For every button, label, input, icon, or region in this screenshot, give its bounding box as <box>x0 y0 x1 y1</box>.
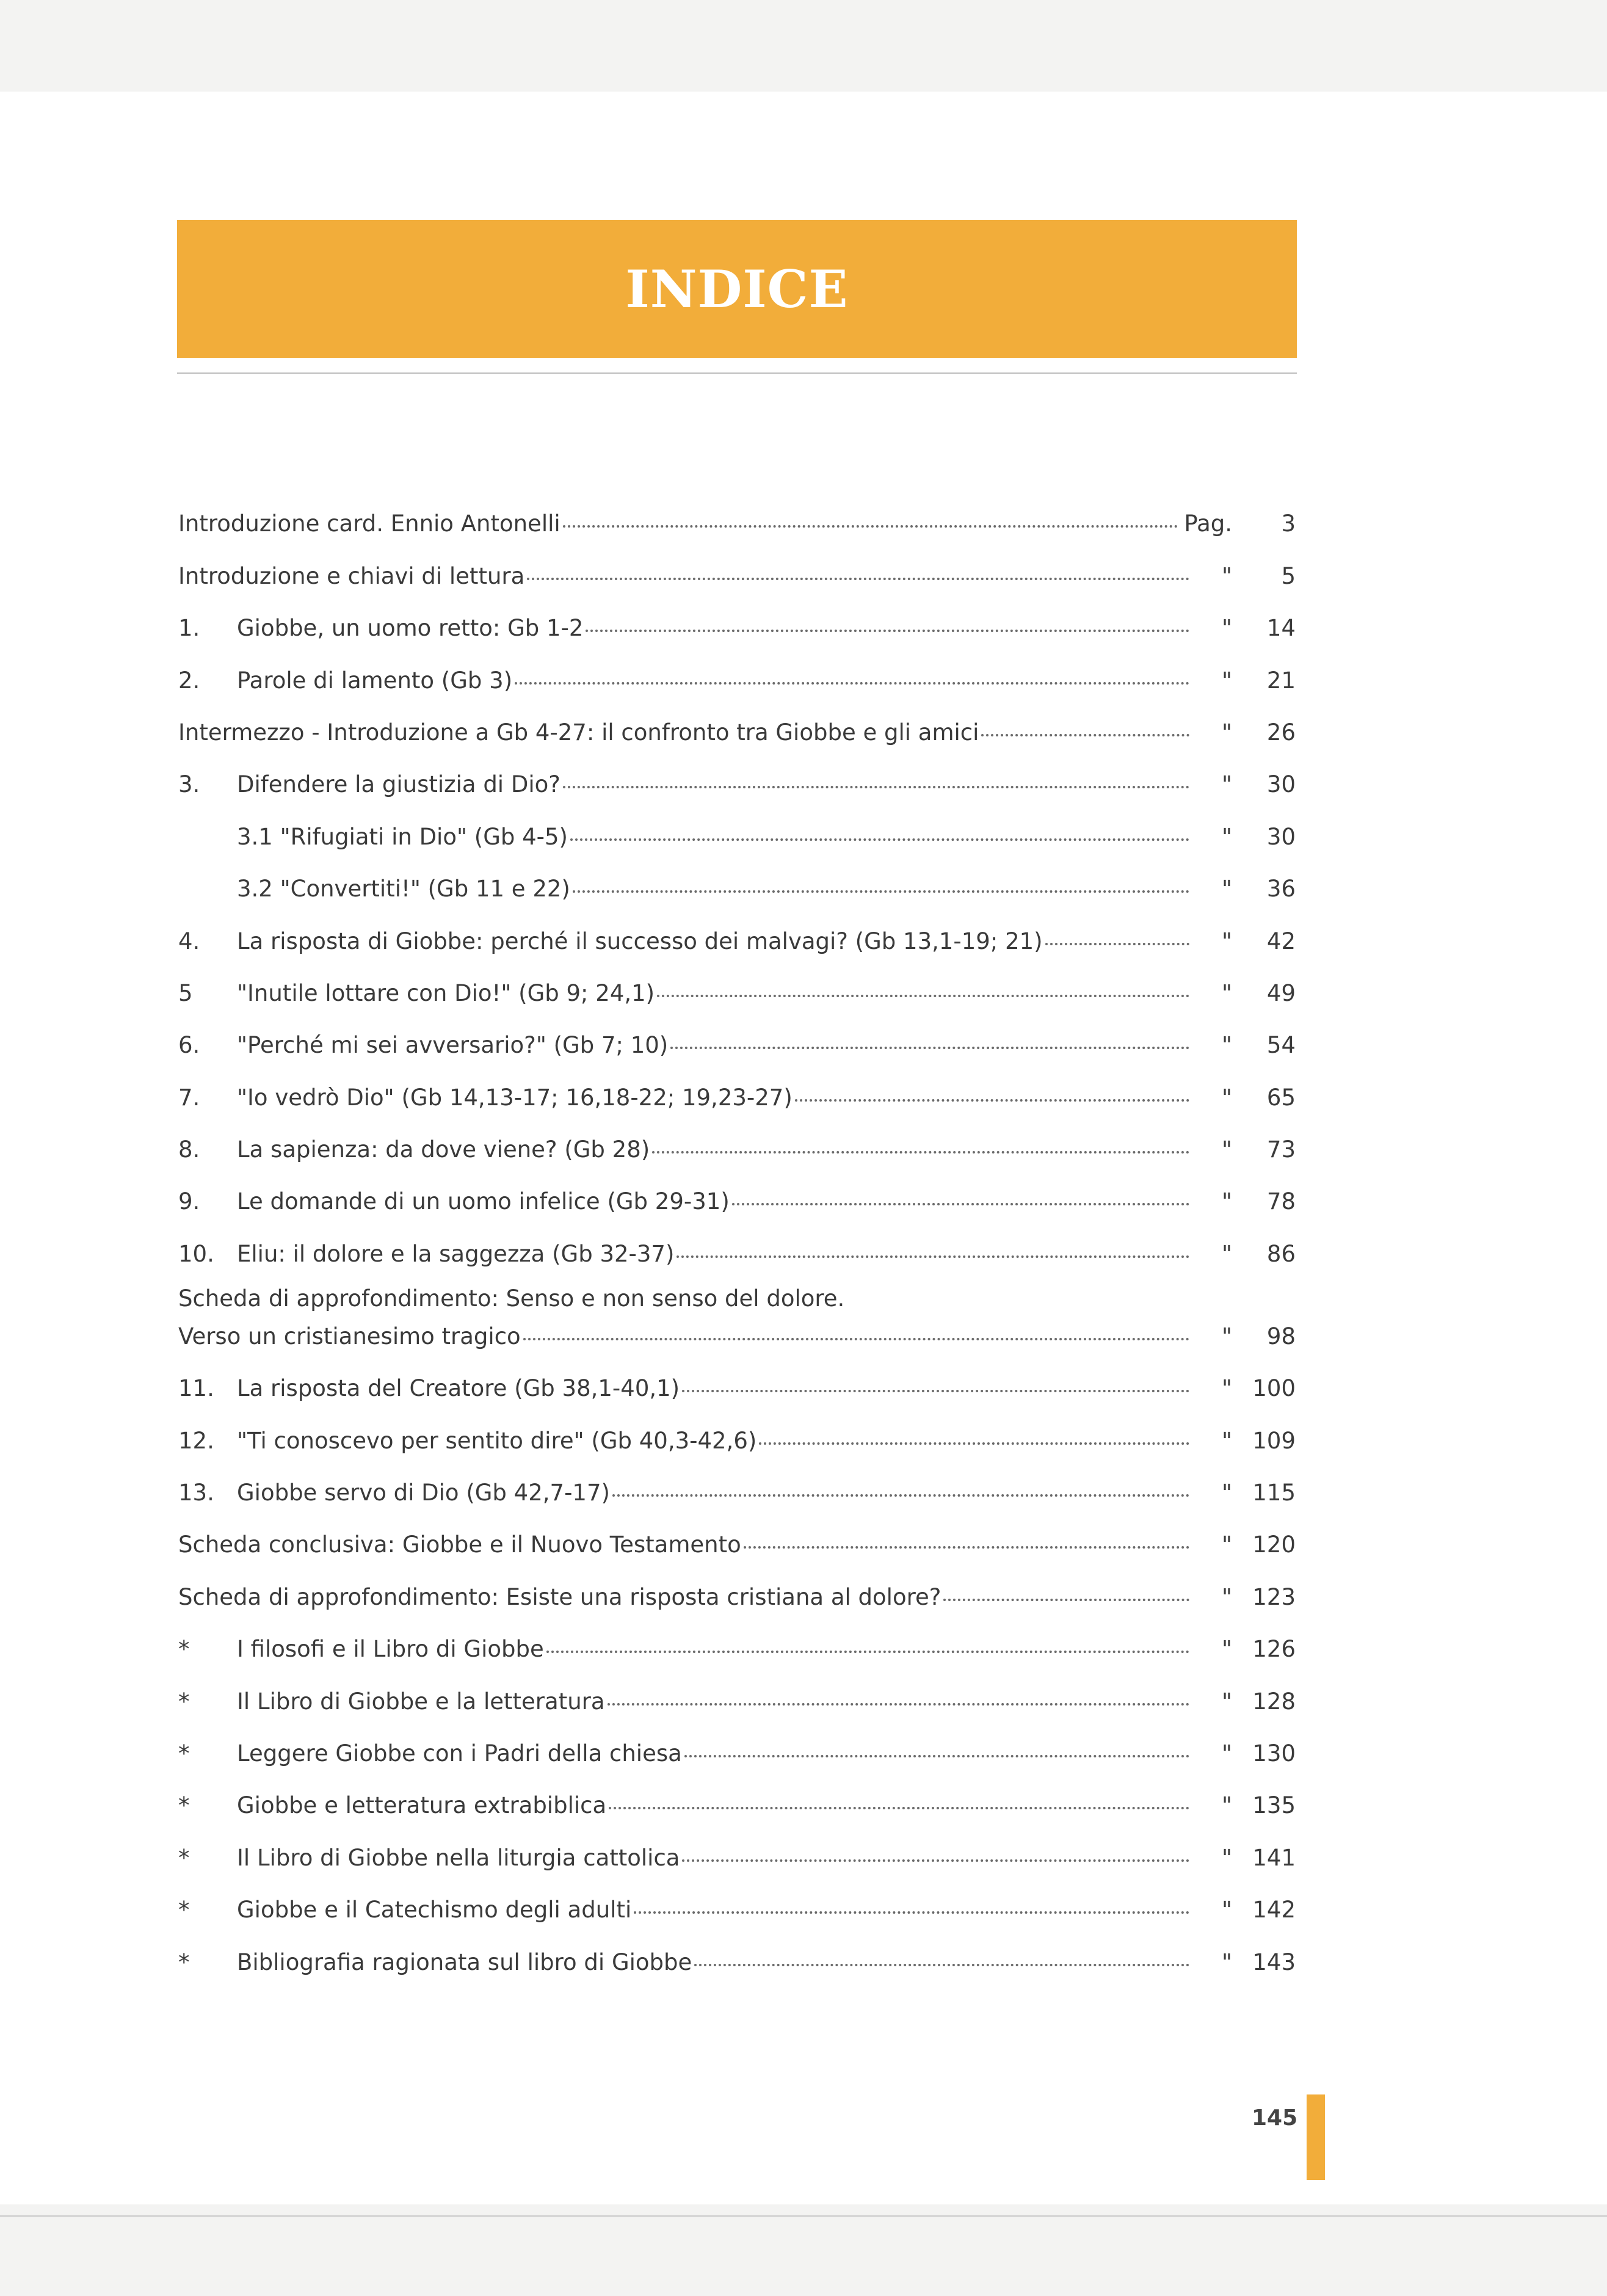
toc-entry-label: La sapienza: da dove viene? (Gb 28) <box>237 1136 650 1163</box>
toc-entry <box>178 606 1296 658</box>
dot-leader <box>657 995 1189 997</box>
toc-entry-page: 135 <box>1252 1792 1296 1819</box>
toc-entry-label: Le domande di un uomo infelice (Gb 29-31) <box>237 1188 730 1215</box>
toc-entry-page: 5 <box>1281 562 1296 589</box>
toc-entry-page: 86 <box>1266 1240 1296 1267</box>
toc-entry-ditto: " <box>1221 1323 1232 1350</box>
toc-entry-page: 130 <box>1252 1740 1296 1767</box>
toc-entry-number: 10. <box>178 1240 214 1267</box>
toc-entry-label: La risposta del Creatore (Gb 38,1-40,1) <box>237 1375 680 1402</box>
toc-entry-ditto: " <box>1221 1949 1232 1975</box>
page-title: INDICE <box>625 258 849 319</box>
dot-leader <box>634 1911 1189 1914</box>
dot-leader <box>684 1755 1189 1757</box>
toc-entry-number: * <box>178 1636 190 1663</box>
toc-entry-ditto: " <box>1221 562 1232 589</box>
toc-entry-ditto: " <box>1221 1688 1232 1715</box>
dot-leader <box>1045 943 1189 945</box>
toc-entry <box>178 867 1296 919</box>
toc-entry <box>178 1023 1296 1075</box>
toc-entry-number: 1. <box>178 615 200 642</box>
toc-entry-label: Giobbe e il Catechismo degli adulti <box>237 1897 632 1924</box>
dot-leader <box>612 1494 1189 1497</box>
toc-entry-ditto: " <box>1221 615 1232 642</box>
toc-entry-label: "Inutile lottare con Dio!" (Gb 9; 24,1) <box>237 979 655 1006</box>
toc-entry-label: Giobbe servo di Dio (Gb 42,7-17) <box>237 1480 610 1506</box>
toc-entry-number: 6. <box>178 1032 200 1059</box>
dot-leader <box>609 1807 1189 1809</box>
toc-entry-ditto: " <box>1221 1636 1232 1663</box>
toc-entry <box>178 1836 1296 1887</box>
toc-entry-page: 143 <box>1252 1949 1296 1975</box>
toc-entry <box>178 554 1296 606</box>
toc-entry-page: 120 <box>1252 1531 1296 1558</box>
dot-leader <box>546 1651 1189 1653</box>
toc-entry-ditto: " <box>1221 1188 1232 1215</box>
toc-entry-page: 78 <box>1266 1188 1296 1215</box>
toc-entry <box>178 1732 1296 1784</box>
toc-entry <box>178 502 1296 554</box>
toc-entry-label: Scheda di approfondimento: Esiste una risposta cristiana al dolore? <box>178 1583 941 1610</box>
dot-leader <box>608 1703 1189 1706</box>
toc-entry-label: Introduzione card. Ennio Antonelli <box>178 510 560 537</box>
dot-leader <box>682 1390 1189 1392</box>
toc-entry-label: La risposta di Giobbe: perché il successo dei malvagi? (Gb 13,1-19; 21) <box>237 928 1043 954</box>
bottom-divider <box>0 2215 1607 2217</box>
toc-entry-label: "Perché mi sei avversario?" (Gb 7; 10) <box>237 1032 669 1059</box>
toc-entry <box>178 1180 1296 1232</box>
toc-entry-label: Bibliografia ragionata sul libro di Giobbe <box>237 1949 692 1975</box>
toc-entry-number: 2. <box>178 667 200 694</box>
toc-entry-number: * <box>178 1844 190 1871</box>
toc-entry <box>178 1232 1296 1284</box>
toc-entry-ditto: " <box>1221 1136 1232 1163</box>
toc-entry-ditto: " <box>1221 1740 1232 1767</box>
toc-entry <box>178 1888 1296 1940</box>
dot-leader <box>795 1099 1189 1102</box>
toc-entry-number: 12. <box>178 1427 214 1454</box>
toc-entry-number: 9. <box>178 1188 200 1215</box>
toc-entry-ditto: " <box>1221 1531 1232 1558</box>
toc-entry-label: Introduzione e chiavi di lettura <box>178 562 525 589</box>
page-number: 145 <box>1252 2105 1298 2131</box>
toc-entry-ditto: " <box>1221 667 1232 694</box>
toc-entry-label: 3.2 "Convertiti!" (Gb 11 e 22) <box>237 876 570 903</box>
toc-entry <box>178 1679 1296 1731</box>
toc-entry <box>178 1523 1296 1575</box>
toc-entry-number: 11. <box>178 1375 214 1402</box>
toc-entry-ditto: " <box>1221 1375 1232 1402</box>
toc-entry <box>178 1784 1296 1836</box>
toc-entry-ditto: " <box>1221 1427 1232 1454</box>
toc-entry <box>178 1940 1296 1992</box>
toc-entry-label: "Io vedrò Dio" (Gb 14,13-17; 16,18-22; 19,23-27) <box>237 1084 793 1111</box>
dot-leader <box>744 1546 1189 1549</box>
toc-entry-ditto: " <box>1221 1084 1232 1111</box>
toc-entry-label: Difendere la giustizia di Dio? <box>237 771 560 798</box>
dot-leader <box>981 734 1189 736</box>
dot-leader <box>570 838 1189 841</box>
toc-entry-ditto: " <box>1221 1240 1232 1267</box>
toc-entry-label: Il Libro di Giobbe nella liturgia cattolica <box>237 1844 680 1871</box>
toc-entry-page: 115 <box>1252 1480 1296 1506</box>
dot-leader <box>759 1442 1189 1445</box>
toc-entry-label: Giobbe, un uomo retto: Gb 1-2 <box>237 615 584 642</box>
toc-entry-label: Scheda conclusiva: Giobbe e il Nuovo Testamento <box>178 1531 741 1558</box>
toc-entry-page: 14 <box>1266 615 1296 642</box>
toc-entry <box>178 1128 1296 1180</box>
toc-entry <box>178 658 1296 710</box>
toc-entry-ditto: " <box>1221 1844 1232 1871</box>
dot-leader <box>515 682 1189 685</box>
toc-entry <box>178 1419 1296 1470</box>
dot-leader <box>652 1151 1189 1153</box>
toc-entry-label: Giobbe e letteratura extrabiblica <box>237 1792 607 1819</box>
toc-entry-label: Intermezzo - Introduzione a Gb 4-27: il confronto tra Giobbe e gli amici <box>178 719 979 746</box>
toc-entry-number: * <box>178 1688 190 1715</box>
toc-entry-label: Parole di lamento (Gb 3) <box>237 667 513 694</box>
toc-entry-page: 109 <box>1252 1427 1296 1454</box>
toc-entry <box>178 1367 1296 1419</box>
toc-entry-ditto: " <box>1221 928 1232 954</box>
toc-entry-page: 142 <box>1252 1897 1296 1924</box>
toc-entry-page: 100 <box>1252 1375 1296 1402</box>
dot-leader <box>677 1255 1189 1258</box>
toc-entry-number: * <box>178 1897 190 1924</box>
dot-leader <box>670 1047 1189 1049</box>
toc-entry-ditto: " <box>1221 1792 1232 1819</box>
toc-entry-page: 30 <box>1266 771 1296 798</box>
toc-entry-page: 30 <box>1266 823 1296 850</box>
toc-entry-label: Leggere Giobbe con i Padri della chiesa <box>237 1740 682 1767</box>
dot-leader <box>563 786 1189 788</box>
toc-entry-number: * <box>178 1792 190 1819</box>
toc-entry-ditto: " <box>1221 823 1232 850</box>
toc-entry-number: 4. <box>178 928 200 954</box>
dot-leader <box>573 890 1189 893</box>
toc-entry-number: 13. <box>178 1480 214 1506</box>
toc-entry-label: Eliu: il dolore e la saggezza (Gb 32-37) <box>237 1240 675 1267</box>
toc-entry <box>178 711 1296 763</box>
toc-entry <box>178 815 1296 866</box>
toc-entry-page: 73 <box>1266 1136 1296 1163</box>
dot-leader <box>943 1599 1189 1601</box>
dot-leader <box>586 630 1189 632</box>
toc-entry-page: 3 <box>1281 510 1296 537</box>
toc-entry-ditto: " <box>1221 1897 1232 1924</box>
dot-leader <box>682 1859 1189 1862</box>
dot-leader <box>694 1964 1189 1966</box>
toc-entry-label: I filosofi e il Libro di Giobbe <box>237 1636 544 1663</box>
toc-entry <box>178 972 1296 1023</box>
toc-entry-ditto: " <box>1221 719 1232 746</box>
toc-entry-page: 65 <box>1266 1084 1296 1111</box>
toc-entry-page: 21 <box>1266 667 1296 694</box>
toc-entry-number: * <box>178 1740 190 1767</box>
toc-entry-page: 26 <box>1266 719 1296 746</box>
toc-entry-number: 5 <box>178 979 193 1006</box>
toc-entry-number: 7. <box>178 1084 200 1111</box>
toc-entry <box>178 919 1296 971</box>
dot-leader <box>732 1203 1189 1205</box>
toc-entry <box>178 1471 1296 1523</box>
toc-entry-ditto: " <box>1221 1032 1232 1059</box>
toc-entry-ditto: " <box>1221 1583 1232 1610</box>
title-divider <box>177 372 1297 374</box>
toc-entry-ditto: " <box>1221 979 1232 1006</box>
toc-entry-number: 8. <box>178 1136 200 1163</box>
toc-entry-label-line1: Scheda di approfondimento: Senso e non senso del dolore. <box>178 1285 845 1312</box>
toc-entry <box>178 1284 1296 1367</box>
toc-entry-page: 128 <box>1252 1688 1296 1715</box>
toc-entry <box>178 763 1296 815</box>
toc-entry-label: Il Libro di Giobbe e la letteratura <box>237 1688 605 1715</box>
page-edge-tab <box>1307 2094 1325 2180</box>
title-banner <box>177 220 1297 358</box>
toc-entry-label: Verso un cristianesimo tragico <box>178 1323 521 1350</box>
toc-entry-label: 3.1 "Rifugiati in Dio" (Gb 4-5) <box>237 823 568 850</box>
toc-entry-page: 141 <box>1252 1844 1296 1871</box>
toc-entry-page: 126 <box>1252 1636 1296 1663</box>
toc-entry-ditto: Pag. <box>1184 510 1232 537</box>
toc-entry-ditto: " <box>1221 1480 1232 1506</box>
toc-entry-ditto: " <box>1221 876 1232 903</box>
toc-entry-page: 54 <box>1266 1032 1296 1059</box>
toc-entry <box>178 1627 1296 1679</box>
toc-entry <box>178 1575 1296 1627</box>
toc-entry-number: 3. <box>178 771 200 798</box>
toc-entry-page: 123 <box>1252 1583 1296 1610</box>
toc-entry <box>178 1075 1296 1127</box>
toc-entry-page: 49 <box>1266 979 1296 1006</box>
toc-entry-page: 98 <box>1266 1323 1296 1350</box>
toc-entry-number: * <box>178 1949 190 1975</box>
toc-entry-page: 36 <box>1266 876 1296 903</box>
table-of-contents <box>178 502 1296 1993</box>
dot-leader <box>563 525 1178 528</box>
toc-entry-page: 42 <box>1266 928 1296 954</box>
dot-leader <box>527 578 1189 580</box>
dot-leader <box>523 1338 1189 1340</box>
toc-entry-ditto: " <box>1221 771 1232 798</box>
toc-entry-label: "Ti conoscevo per sentito dire" (Gb 40,3-42,6) <box>237 1427 757 1454</box>
